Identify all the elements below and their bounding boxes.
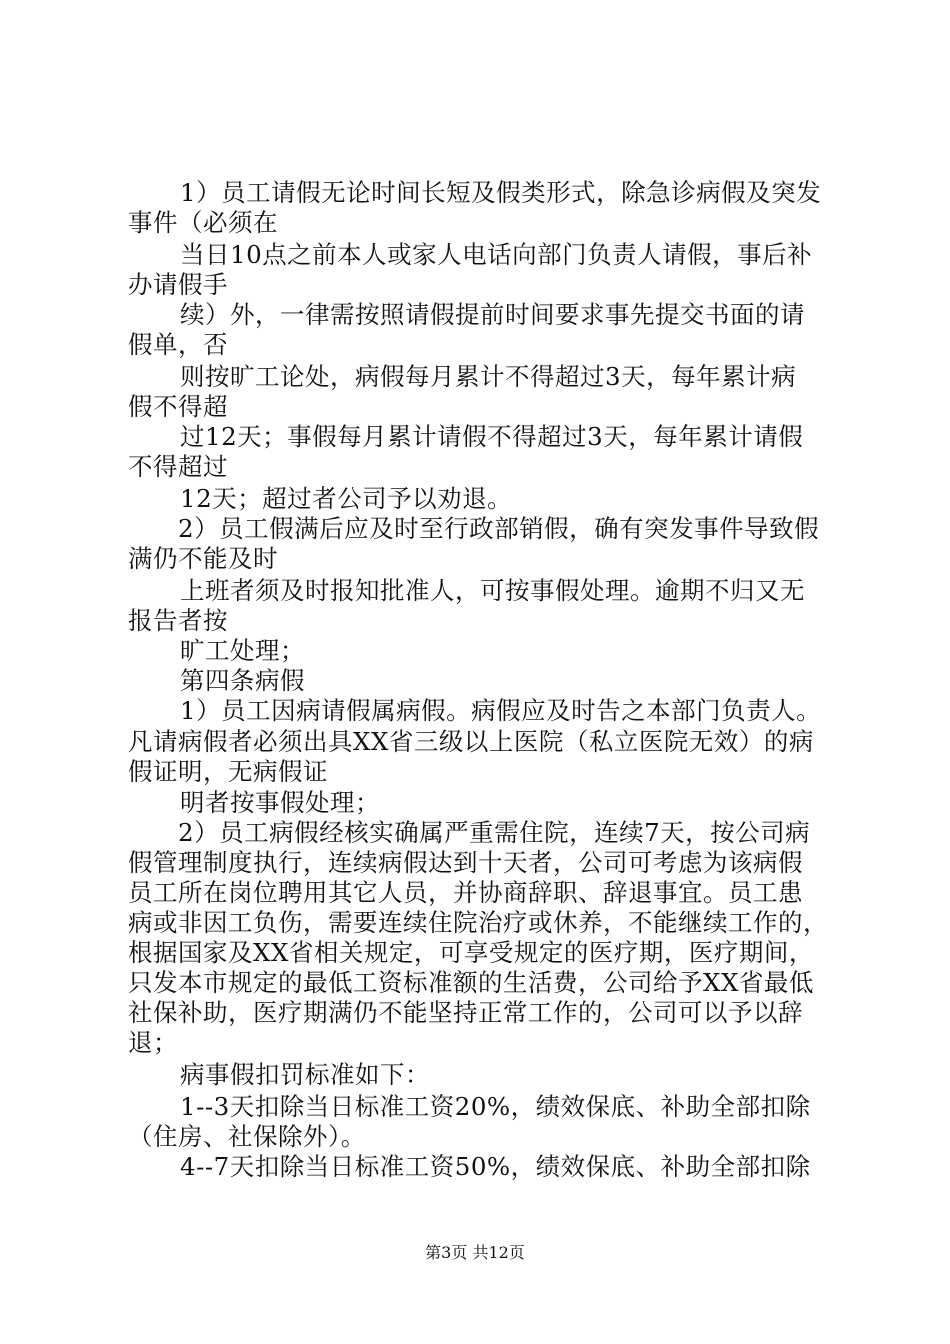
text-line: 假单，否 xyxy=(128,330,228,359)
section-heading: 第四条病假 xyxy=(180,666,305,695)
text-line: 明者按事假处理； xyxy=(180,788,380,817)
text-line: 旷工处理； xyxy=(180,636,305,665)
page-indicator: 第3页 共12页 xyxy=(425,1243,525,1262)
text-line: 当日10点之前本人或家人电话向部门负责人请假，事后补 xyxy=(180,240,813,269)
text-line: 不得超过 xyxy=(128,452,228,481)
text-line: 续）外，一律需按照请假提前时间要求事先提交书面的请 xyxy=(180,300,805,329)
text-line: 2）员工病假经核实确属严重需住院，连续7天，按公司病 xyxy=(178,818,811,847)
text-line: 员工所在岗位聘用其它人员，并协商辞职、辞退事宜。员工患 xyxy=(128,878,803,907)
text-line: 1）员工因病请假属病假。病假应及时告之本部门负责人。 xyxy=(180,696,822,725)
text-line: 假管理制度执行，连续病假达到十天者，公司可考虑为该病假 xyxy=(128,848,803,877)
text-line: 假不得超 xyxy=(128,392,228,421)
text-line: 报告者按 xyxy=(128,606,228,635)
text-line: 上班者须及时报知批准人，可按事假处理。逾期不归又无 xyxy=(180,576,805,605)
text-line: 退； xyxy=(128,1028,178,1057)
text-line: 病事假扣罚标准如下： xyxy=(180,1060,430,1089)
text-line: 12天；超过者公司予以劝退。 xyxy=(180,484,513,513)
text-line: 只发本市规定的最低工资标准额的生活费，公司给予XX省最低 xyxy=(128,968,814,997)
text-line: 过12天；事假每月累计请假不得超过3天，每年累计请假 xyxy=(180,422,804,451)
text-line: 病或非因工负伤，需要连续住院治疗或休养，不能继续工作的， xyxy=(128,908,828,937)
text-line: 1--3天扣除当日标准工资20%，绩效保底、补助全部扣除 xyxy=(180,1092,811,1121)
text-line: 社保补助，医疗期满仍不能坚持正常工作的，公司可以予以辞 xyxy=(128,998,803,1027)
text-line: 1）员工请假无论时间长短及假类形式，除急诊病假及突发 xyxy=(180,178,822,207)
text-line: 则按旷工论处，病假每月累计不得超过3天，每年累计病 xyxy=(180,362,797,391)
text-line: 假证明，无病假证 xyxy=(128,757,328,786)
text-line: 事件（必须在 xyxy=(128,208,278,237)
text-line: 凡请病假者必须出具XX省三级以上医院（私立医院无效）的病 xyxy=(128,727,814,756)
text-line: 满仍不能及时 xyxy=(128,544,278,573)
text-line: 2）员工假满后应及时至行政部销假，确有突发事件导致假 xyxy=(178,514,820,543)
text-line: 根据国家及XX省相关规定，可享受规定的医疗期，医疗期间， xyxy=(128,938,814,967)
text-line: （住房、社保除外）。 xyxy=(128,1122,366,1151)
text-line: 4--7天扣除当日标准工资50%，绩效保底、补助全部扣除 xyxy=(180,1152,811,1181)
text-line: 办请假手 xyxy=(128,270,228,299)
